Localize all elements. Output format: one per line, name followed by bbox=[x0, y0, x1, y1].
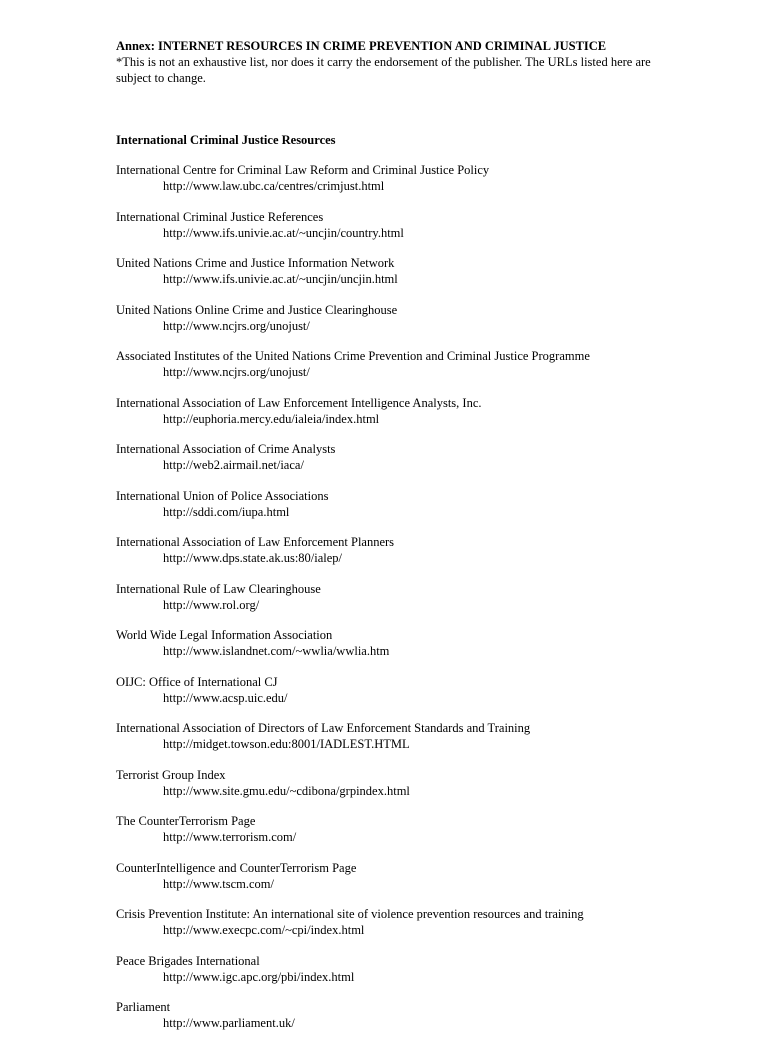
resource-url-link[interactable]: http://www.islandnet.com/~wwlia/wwlia.htm bbox=[163, 644, 390, 658]
resource-url-line bbox=[116, 969, 656, 985]
resource-entry bbox=[116, 674, 656, 706]
resource-url-link[interactable]: http://www.ncjrs.org/unojust/ bbox=[163, 365, 310, 379]
resource-entry bbox=[116, 953, 656, 985]
resource-url-line bbox=[116, 922, 656, 938]
resource-name: Terrorist Group Index bbox=[116, 767, 226, 782]
resource-name: International Association of Crime Analysts bbox=[116, 442, 336, 456]
resource-name: The CounterTerrorism Page bbox=[116, 814, 256, 828]
resource-name: International Association of Law Enforcement Planners bbox=[116, 535, 395, 549]
resource-entry bbox=[116, 720, 656, 752]
resource-url-link[interactable]: http://web2.airmail.net/iaca/ bbox=[163, 458, 304, 472]
resource-url-line bbox=[116, 504, 656, 520]
resource-name: International Centre for Criminal Law Reform and Criminal Justice Policy bbox=[116, 163, 490, 177]
resource-name: Peace Brigades International bbox=[116, 953, 260, 968]
resource-entry bbox=[116, 395, 656, 427]
resource-url-link[interactable]: http://www.acsp.uic.edu/ bbox=[163, 690, 288, 705]
resource-entry bbox=[116, 906, 656, 938]
resource-url-line bbox=[116, 643, 656, 659]
resource-url-line bbox=[116, 364, 656, 380]
resource-name: Parliament bbox=[116, 1000, 171, 1014]
resource-name: International Criminal Justice References bbox=[116, 209, 324, 224]
resource-url-line bbox=[116, 876, 656, 892]
resource-entry bbox=[116, 534, 656, 566]
resource-url-link[interactable]: http://www.dps.state.ak.us:80/ialep/ bbox=[163, 551, 343, 565]
resource-url-line bbox=[116, 178, 656, 194]
resource-url-line bbox=[116, 411, 656, 427]
resource-name: International Union of Police Associations bbox=[116, 488, 329, 503]
resource-url-link[interactable]: http://www.ifs.univie.ac.at/~uncjin/country.html bbox=[163, 225, 404, 240]
resource-entry bbox=[116, 813, 656, 845]
resource-url-line bbox=[116, 550, 656, 566]
resource-entry bbox=[116, 348, 656, 380]
resource-name: CounterIntelligence and CounterTerrorism Page bbox=[116, 860, 357, 875]
resource-list bbox=[116, 162, 656, 1031]
resource-entry bbox=[116, 999, 656, 1031]
resource-url-line bbox=[116, 597, 656, 613]
resource-url-link[interactable]: http://www.site.gmu.edu/~cdibona/grpindex.html bbox=[163, 783, 410, 798]
resource-entry bbox=[116, 162, 656, 194]
resource-name: OIJC: Office of International CJ bbox=[116, 674, 278, 689]
resource-url-line bbox=[116, 829, 656, 845]
resource-entry bbox=[116, 209, 656, 241]
resource-url-line bbox=[116, 271, 656, 287]
resource-url-link[interactable]: http://www.rol.org/ bbox=[163, 597, 260, 612]
resource-name: United Nations Crime and Justice Information Network bbox=[116, 256, 395, 270]
resource-url-link[interactable]: http://www.tscm.com/ bbox=[163, 876, 274, 891]
resource-url-link[interactable]: http://www.execpc.com/~cpi/index.html bbox=[163, 923, 365, 937]
resource-url-link[interactable]: http://euphoria.mercy.edu/ialeia/index.html bbox=[163, 411, 380, 426]
resource-url-link[interactable]: http://www.law.ubc.ca/centres/crimjust.html bbox=[163, 179, 385, 193]
resource-url-link[interactable]: http://www.ncjrs.org/unojust/ bbox=[163, 318, 310, 333]
section-heading: International Criminal Justice Resources bbox=[116, 133, 336, 147]
resource-url-line bbox=[116, 225, 656, 241]
resource-url-link[interactable]: http://www.parliament.uk/ bbox=[163, 1016, 295, 1030]
resource-url-link[interactable]: http://www.terrorism.com/ bbox=[163, 830, 297, 844]
resource-name: Crisis Prevention Institute: An international site of violence prevention resources and training bbox=[116, 907, 584, 921]
resource-url-line bbox=[116, 736, 656, 752]
resource-name: International Association of Law Enforcement Intelligence Analysts, Inc. bbox=[116, 395, 482, 410]
resource-entry bbox=[116, 860, 656, 892]
document-page bbox=[116, 38, 656, 1046]
resource-name: International Rule of Law Clearinghouse bbox=[116, 581, 321, 596]
resource-url-line bbox=[116, 1015, 656, 1031]
annex-title: Annex: INTERNET RESOURCES IN CRIME PREVENTION AND CRIMINAL JUSTICE bbox=[116, 39, 607, 53]
resource-url-link[interactable]: http://www.igc.apc.org/pbi/index.html bbox=[163, 969, 355, 984]
disclaimer-note: *This is not an exhaustive list, nor does it carry the endorsement of the publisher. The URLs listed here are subject to change. bbox=[116, 55, 651, 85]
resource-entry bbox=[116, 302, 656, 334]
resource-name: World Wide Legal Information Association bbox=[116, 628, 333, 642]
resource-entry bbox=[116, 441, 656, 473]
resource-entry bbox=[116, 767, 656, 799]
resource-url-line bbox=[116, 690, 656, 706]
resource-url-link[interactable]: http://sddi.com/iupa.html bbox=[163, 504, 290, 519]
resource-url-line bbox=[116, 318, 656, 334]
resource-entry bbox=[116, 255, 656, 287]
resource-url-link[interactable]: http://www.ifs.univie.ac.at/~uncjin/uncjin.html bbox=[163, 272, 398, 286]
resource-entry bbox=[116, 488, 656, 520]
resource-url-link[interactable]: http://midget.towson.edu:8001/IADLEST.HTML bbox=[163, 737, 410, 751]
resource-name: International Association of Directors of Law Enforcement Standards and Training bbox=[116, 721, 531, 735]
resource-name: Associated Institutes of the United Nations Crime Prevention and Criminal Justice Programme bbox=[116, 349, 590, 363]
resource-url-line bbox=[116, 457, 656, 473]
resource-url-line bbox=[116, 783, 656, 799]
resource-name: United Nations Online Crime and Justice Clearinghouse bbox=[116, 302, 398, 317]
resource-entry bbox=[116, 627, 656, 659]
resource-entry bbox=[116, 581, 656, 613]
